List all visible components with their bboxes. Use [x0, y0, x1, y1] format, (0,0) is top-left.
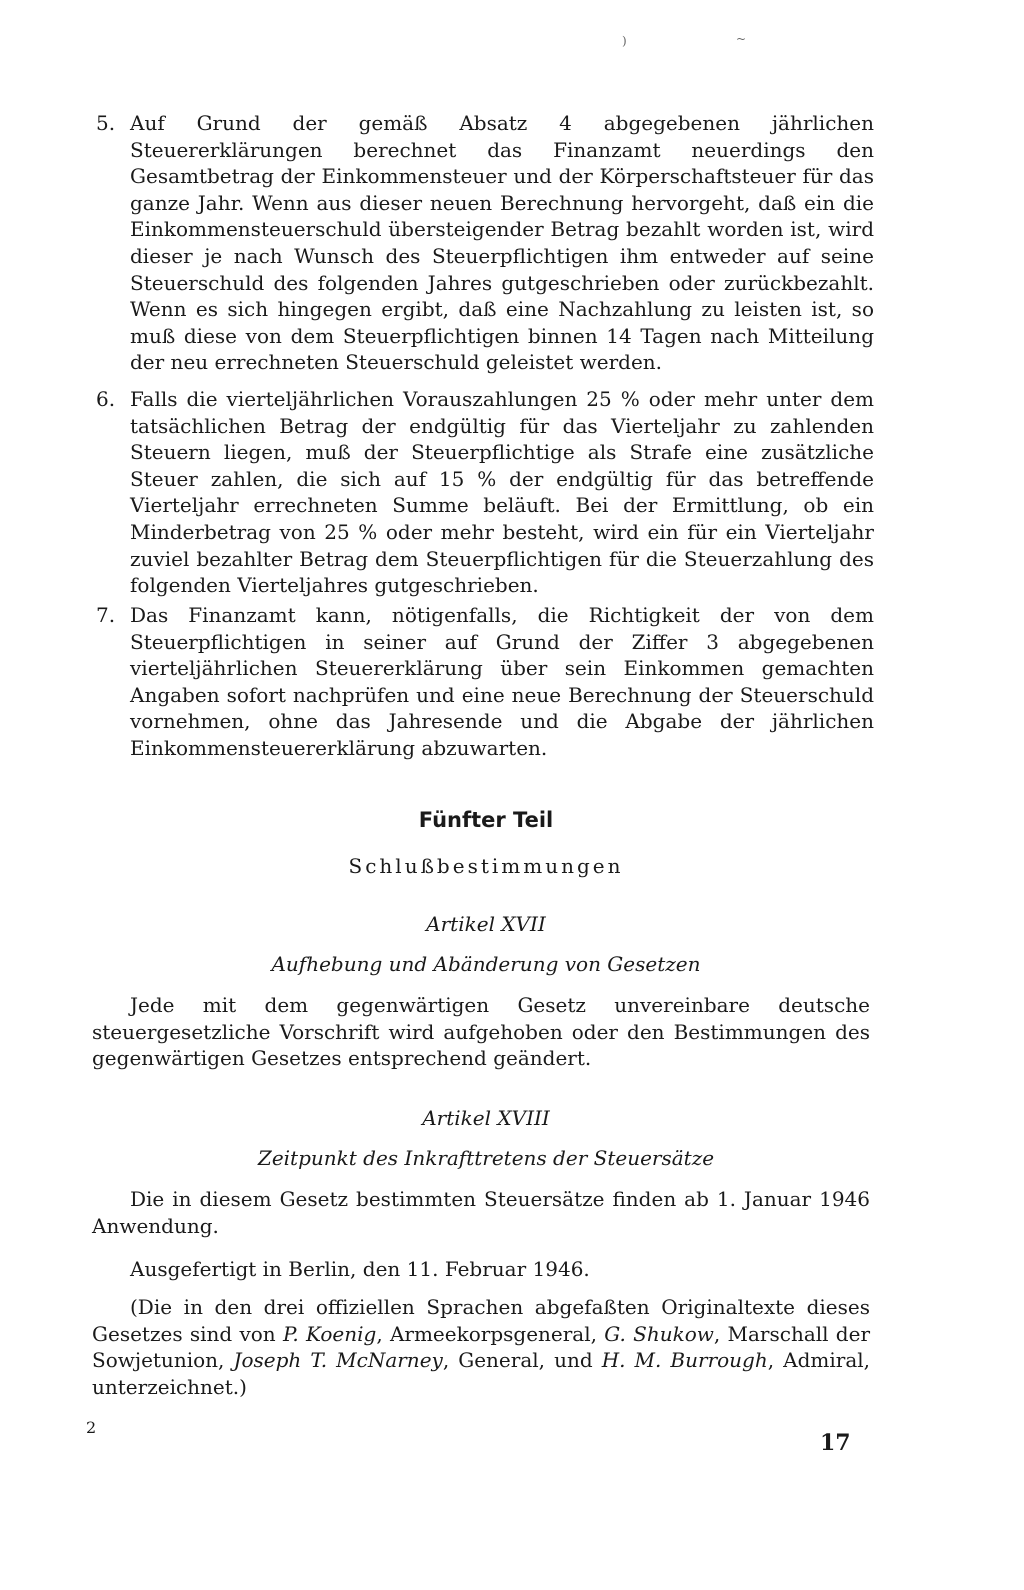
part-subtitle: Schlußbestimmungen — [348, 854, 624, 878]
signature-note-text: , Admiral, unterzeichnet.) — [92, 1348, 871, 1399]
signature-note-text: , General, und — [442, 1348, 602, 1373]
list-item-number: 6. — [96, 387, 116, 411]
article-18-label: Artikel XVIII — [422, 1106, 550, 1130]
signatory-burrough: H. M. Burrough — [601, 1348, 768, 1373]
signature-mark: 2 — [86, 1418, 97, 1437]
list-item-text: Falls die vierteljährlichen Vorauszahlungen 25 % oder mehr unter dem tatsächlichen Betrag der endgültig für das Vierteljahr zu zahlenden Steuern liegen, muß der Steuerpflichtige als Strafe eine zusätzliche Steuer zahlen, die sich auf 15 % der endgültig für das betreffende Vierteljahr errechneten Summe beläuft. Bei der Ermittlung, ob ein Minderbetrag von 25 % oder mehr besteht, wird ein für ein Vierteljahr zuviel bezahlter Betrag dem Steuerpflichtigen für die Steuerzahlung des folgenden Vierteljahres gutgeschrieben. — [130, 387, 874, 598]
signature-note — [92, 1294, 870, 1400]
list-item-number: 7. — [96, 603, 116, 627]
signature-note-text: (Die in den drei offiziellen Sprachen abgefaßten Originaltexte dieses Gesetzes sind von — [92, 1295, 870, 1346]
signature-note-text: , Marschall der Sowjetunion, — [92, 1321, 870, 1373]
article-18-text: Die in diesem Gesetz bestimmten Steuersätze finden ab 1. Januar 1946 Anwendung. — [92, 1187, 870, 1238]
list-item-number: 5. — [96, 111, 116, 135]
signatory-shukow: G. Shukow — [604, 1321, 714, 1346]
signatory-mcnarney: Joseph T. McNarney — [233, 1348, 443, 1373]
signature-note-text: , Armeekorpsgeneral, — [376, 1321, 605, 1346]
article-17-text: Jede mit dem gegenwärtigen Gesetz unvereinbare deutsche steuergesetzliche Vorschrift wird aufgehoben oder den Bestimmungen des gegenwärtigen Gesetzes entsprechend geändert. — [92, 993, 870, 1071]
article-17-title: Aufhebung und Abänderung von Gesetzen — [271, 952, 701, 976]
scan-speck: ~ — [736, 32, 747, 46]
page-number: 17 — [820, 1430, 851, 1456]
signatory-koenig: P. Koenig — [282, 1321, 377, 1346]
article-17-label: Artikel XVII — [426, 912, 546, 936]
article-18-title: Zeitpunkt des Inkrafttretens der Steuersätze — [257, 1146, 715, 1170]
list-item-text: Auf Grund der gemäß Absatz 4 abgegebenen jährlichen Steuererklärungen berechnet das Finanzamt neuerdings den Gesamtbetrag der Einkommensteuer und der Körperschaftsteuer für das ganze Jahr. Wenn aus dieser neuen Berechnung hervorgeht, daß ein die Einkommensteuerschuld übersteigender Betrag bezahlt worden ist, wird dieser je nach Wunsch des Steuerpflichtigen ihm entweder auf seine Steuerschuld des folgenden Jahres gutgeschrieben oder zurückbezahlt. Wenn es sich hingegen ergibt, daß eine Nachzahlung zu leisten ist, so muß diese von dem Steuerpflichtigen binnen 14 Tagen nach Mitteilung der neu errechneten Steuerschuld geleistet werden. — [130, 111, 874, 375]
issued-statement: Ausgefertigt in Berlin, den 11. Februar 1946. — [130, 1257, 590, 1281]
part-title: Fünfter Teil — [418, 808, 554, 832]
scan-speck: ) — [622, 34, 627, 48]
list-item-text: Das Finanzamt kann, nötigenfalls, die Richtigkeit der von dem Steuerpflichtigen in seiner auf Grund der Ziffer 3 abgegebenen vierteljährlichen Steuererklärung über sein Einkommen gemachten Angaben sofort nachprüfen und eine neue Berechnung der Steuerschuld vornehmen, ohne das Jahresende und die Abgabe der jährlichen Einkommensteuererklärung abzuwarten. — [130, 603, 874, 760]
